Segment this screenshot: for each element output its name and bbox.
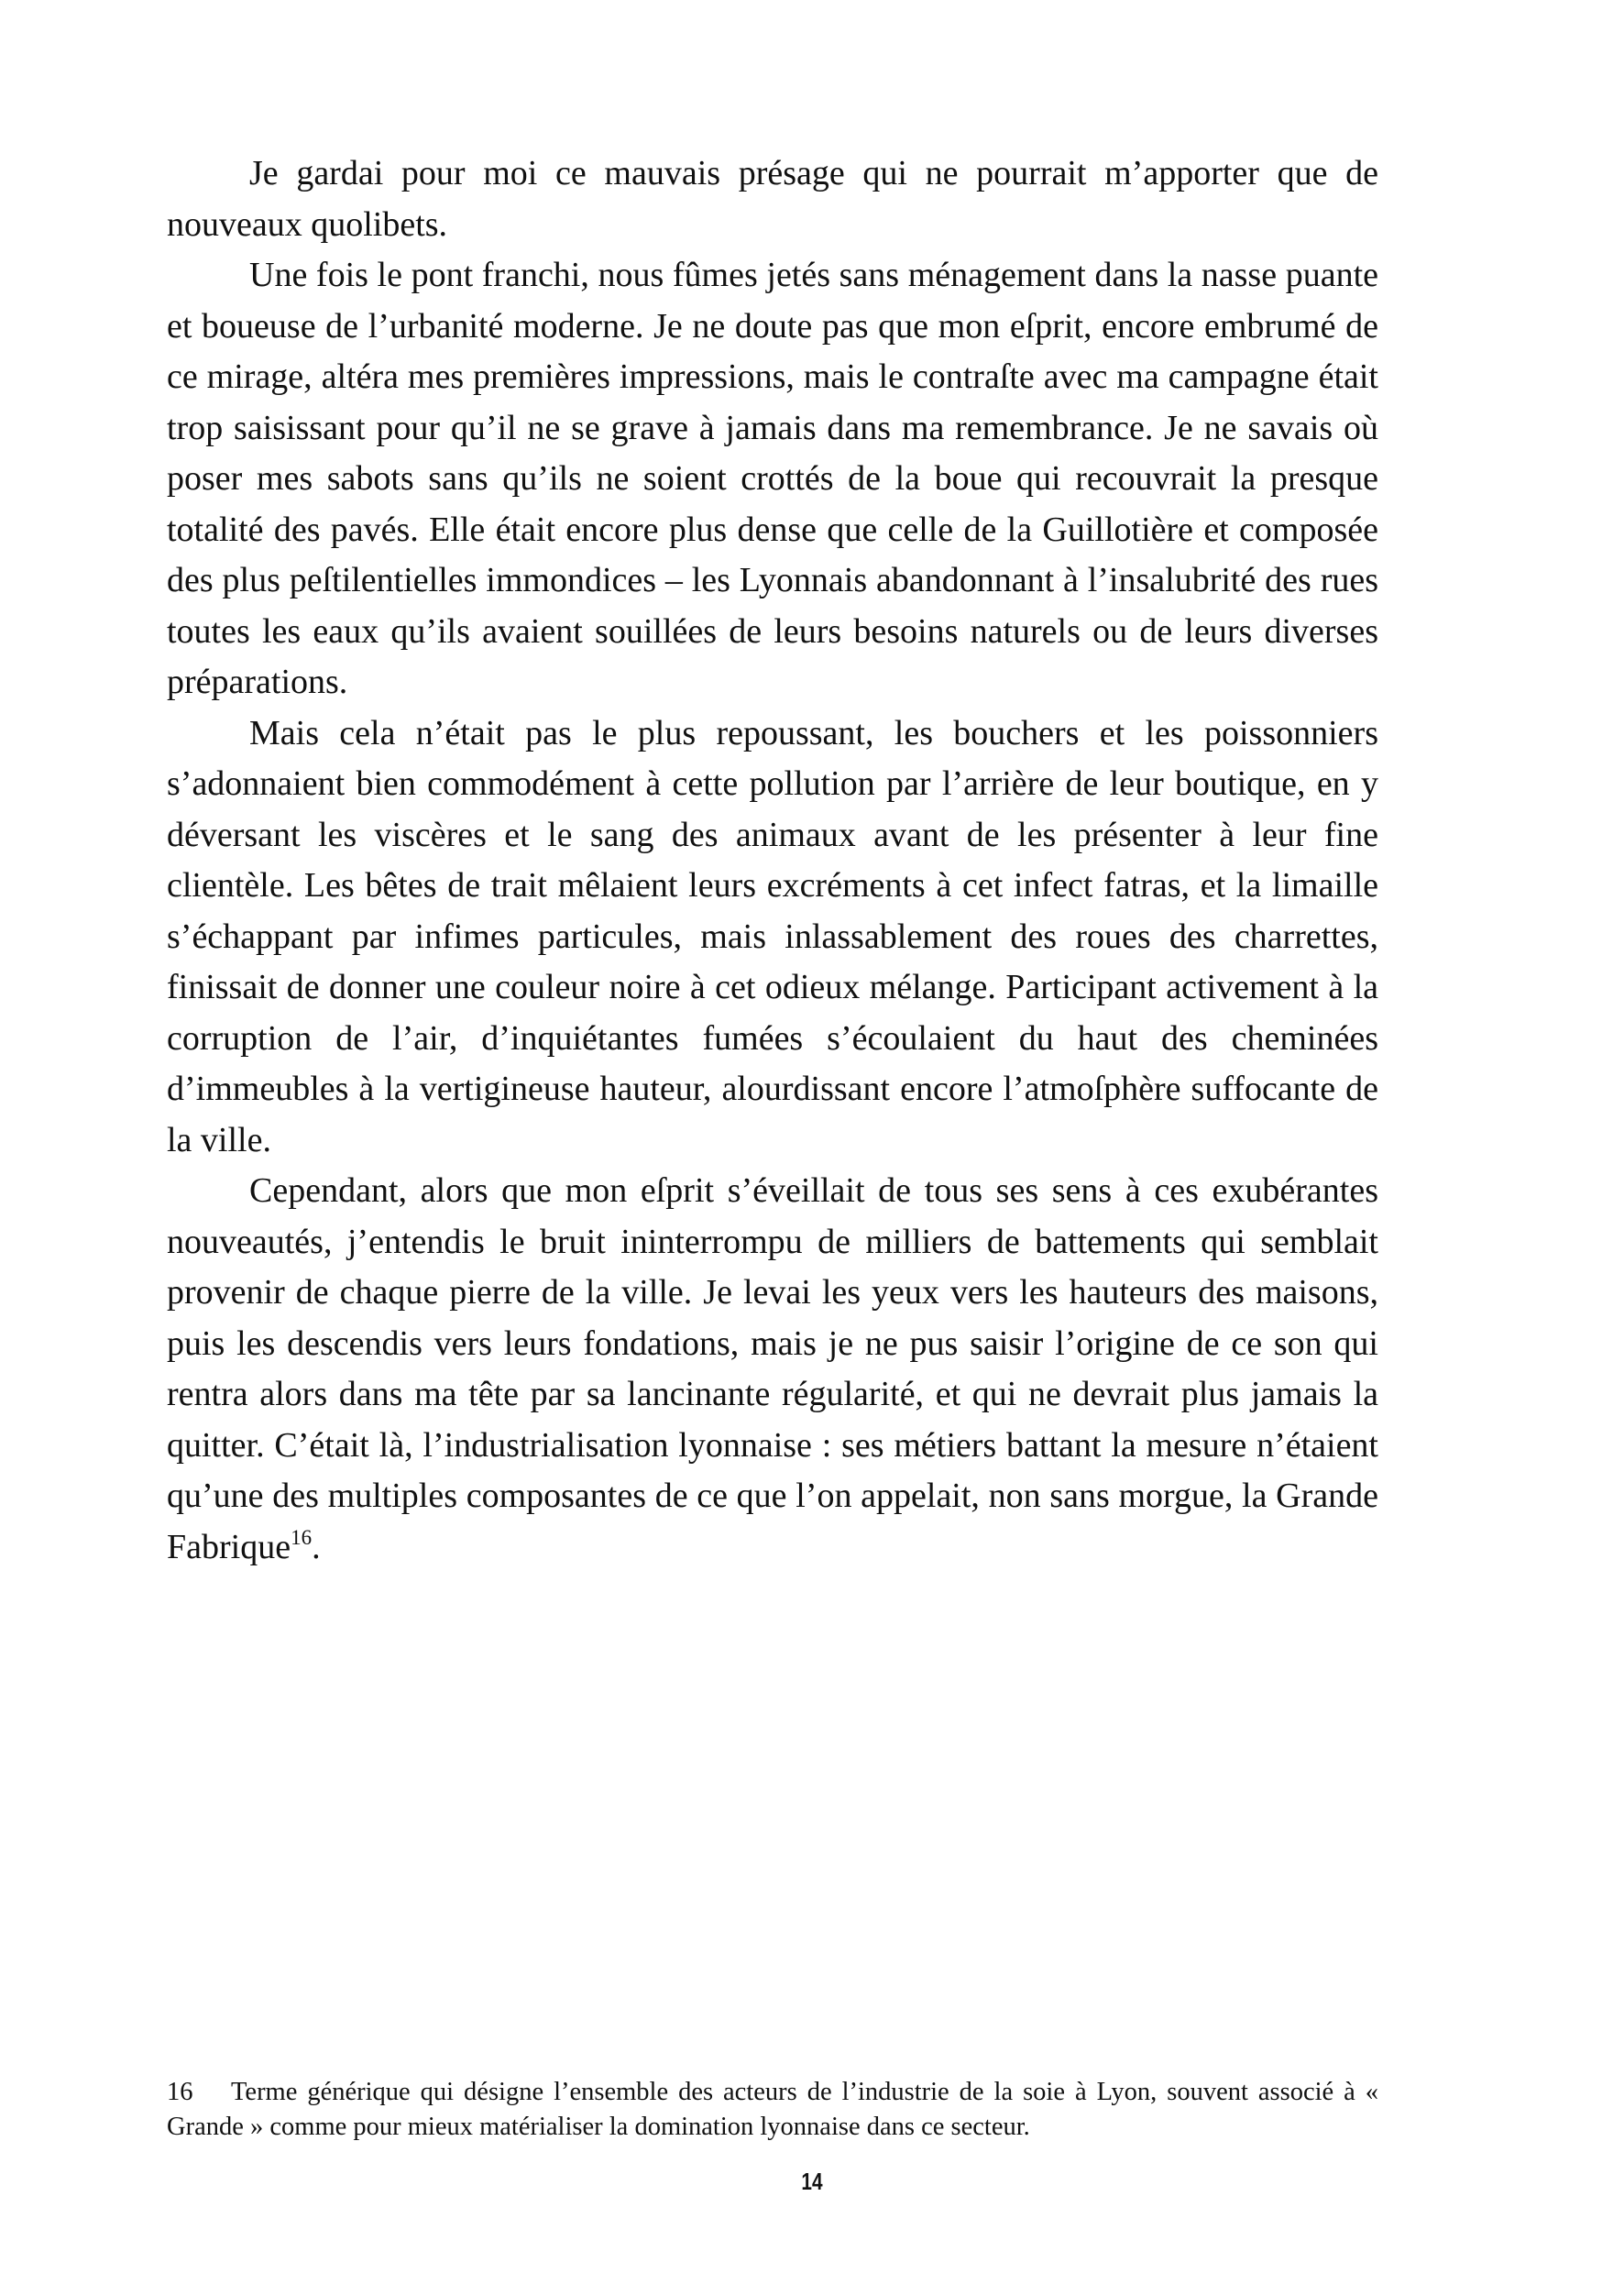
footnote-number: 16 <box>167 2078 193 2106</box>
body-text <box>167 148 1378 1573</box>
paragraph-4-text: Cependant, alors que mon eſprit s’éveillait de tous ses sens à ces exubérantes nouveautés, j’entendis le bruit ininterrompu de milliers de battements qui semblait provenir de chaque pierre de la ville. Je levai les yeux vers les hauteurs des maisons, puis les descendis vers leurs fondations, mais je ne pus saisir l’origine de ce son qui rentra alors dans ma tête par sa lancinante régularité, et qui ne devrait plus jamais la quitter. C’était là, l’industrialisation lyonnaise : ses métiers battant la mesure n’étaient qu’une des multiples composantes de ce que l’on appelait, non sans morgue, la Grande Fabrique <box>167 1171 1378 1566</box>
footnote-reference: 16 <box>291 1525 313 1549</box>
paragraph-3: Mais cela n’était pas le plus repoussant, les bouchers et les poissonniers s’adonnaient bien commodément à cette pollution par l’arrière de leur boutique, en y déversant les viscères et le sang des animaux avant de les présenter à leur fine clientèle. Les bêtes de trait mêlaient leurs excréments à cet infect fatras, et la limaille s’échappant par infimes particules, mais inlassablement des roues des charrettes, finissait de donner une couleur noire à cet odieux mélange. Participant activement à la corruption de l’air, d’inquiétantes fumées s’écoulaient du haut des cheminées d’immeubles à la vertigineuse hauteur, alourdissant encore l’atmoſphère suffocante de la ville. <box>167 713 1378 1159</box>
page-number: 14 <box>801 2168 823 2195</box>
footnote <box>167 2075 1378 2145</box>
footnote-text: Terme générique qui désigne l’ensemble des acteurs de l’industrie de la soie à Lyon, souvent associé à « Grande » comme pour mieux matérialiser la domination lyonnaise dans ce secteur. <box>167 2078 1378 2141</box>
paragraph-4 <box>167 1166 1378 1573</box>
paragraph-2: Une fois le pont franchi, nous fûmes jetés sans ménagement dans la nasse puante et boueuse de l’urbanité moderne. Je ne doute pas que mon eſprit, encore embrumé de ce mirage, altéra mes premières impressions, mais le contraſte avec ma campagne était trop saisissant pour qu’il ne se grave à jamais dans ma remembrance. Je ne savais où poser mes sabots sans qu’ils ne soient crottés de la boue qui recouvrait la presque totalité des pavés. Elle était encore plus dense que celle de la Guillotière et composée des plus peſtilentielles immondices – les Lyonnais abandonnant à l’insalubrité des rues toutes les eaux qu’ils avaient souillées de leurs besoins naturels ou de leurs diverses préparations. <box>167 256 1378 701</box>
paragraph-4-end: . <box>312 1527 321 1566</box>
paragraph-1: Je gardai pour moi ce mauvais présage qui ne pourrait m’apporter que de nouveaux quolibets. <box>167 154 1378 244</box>
